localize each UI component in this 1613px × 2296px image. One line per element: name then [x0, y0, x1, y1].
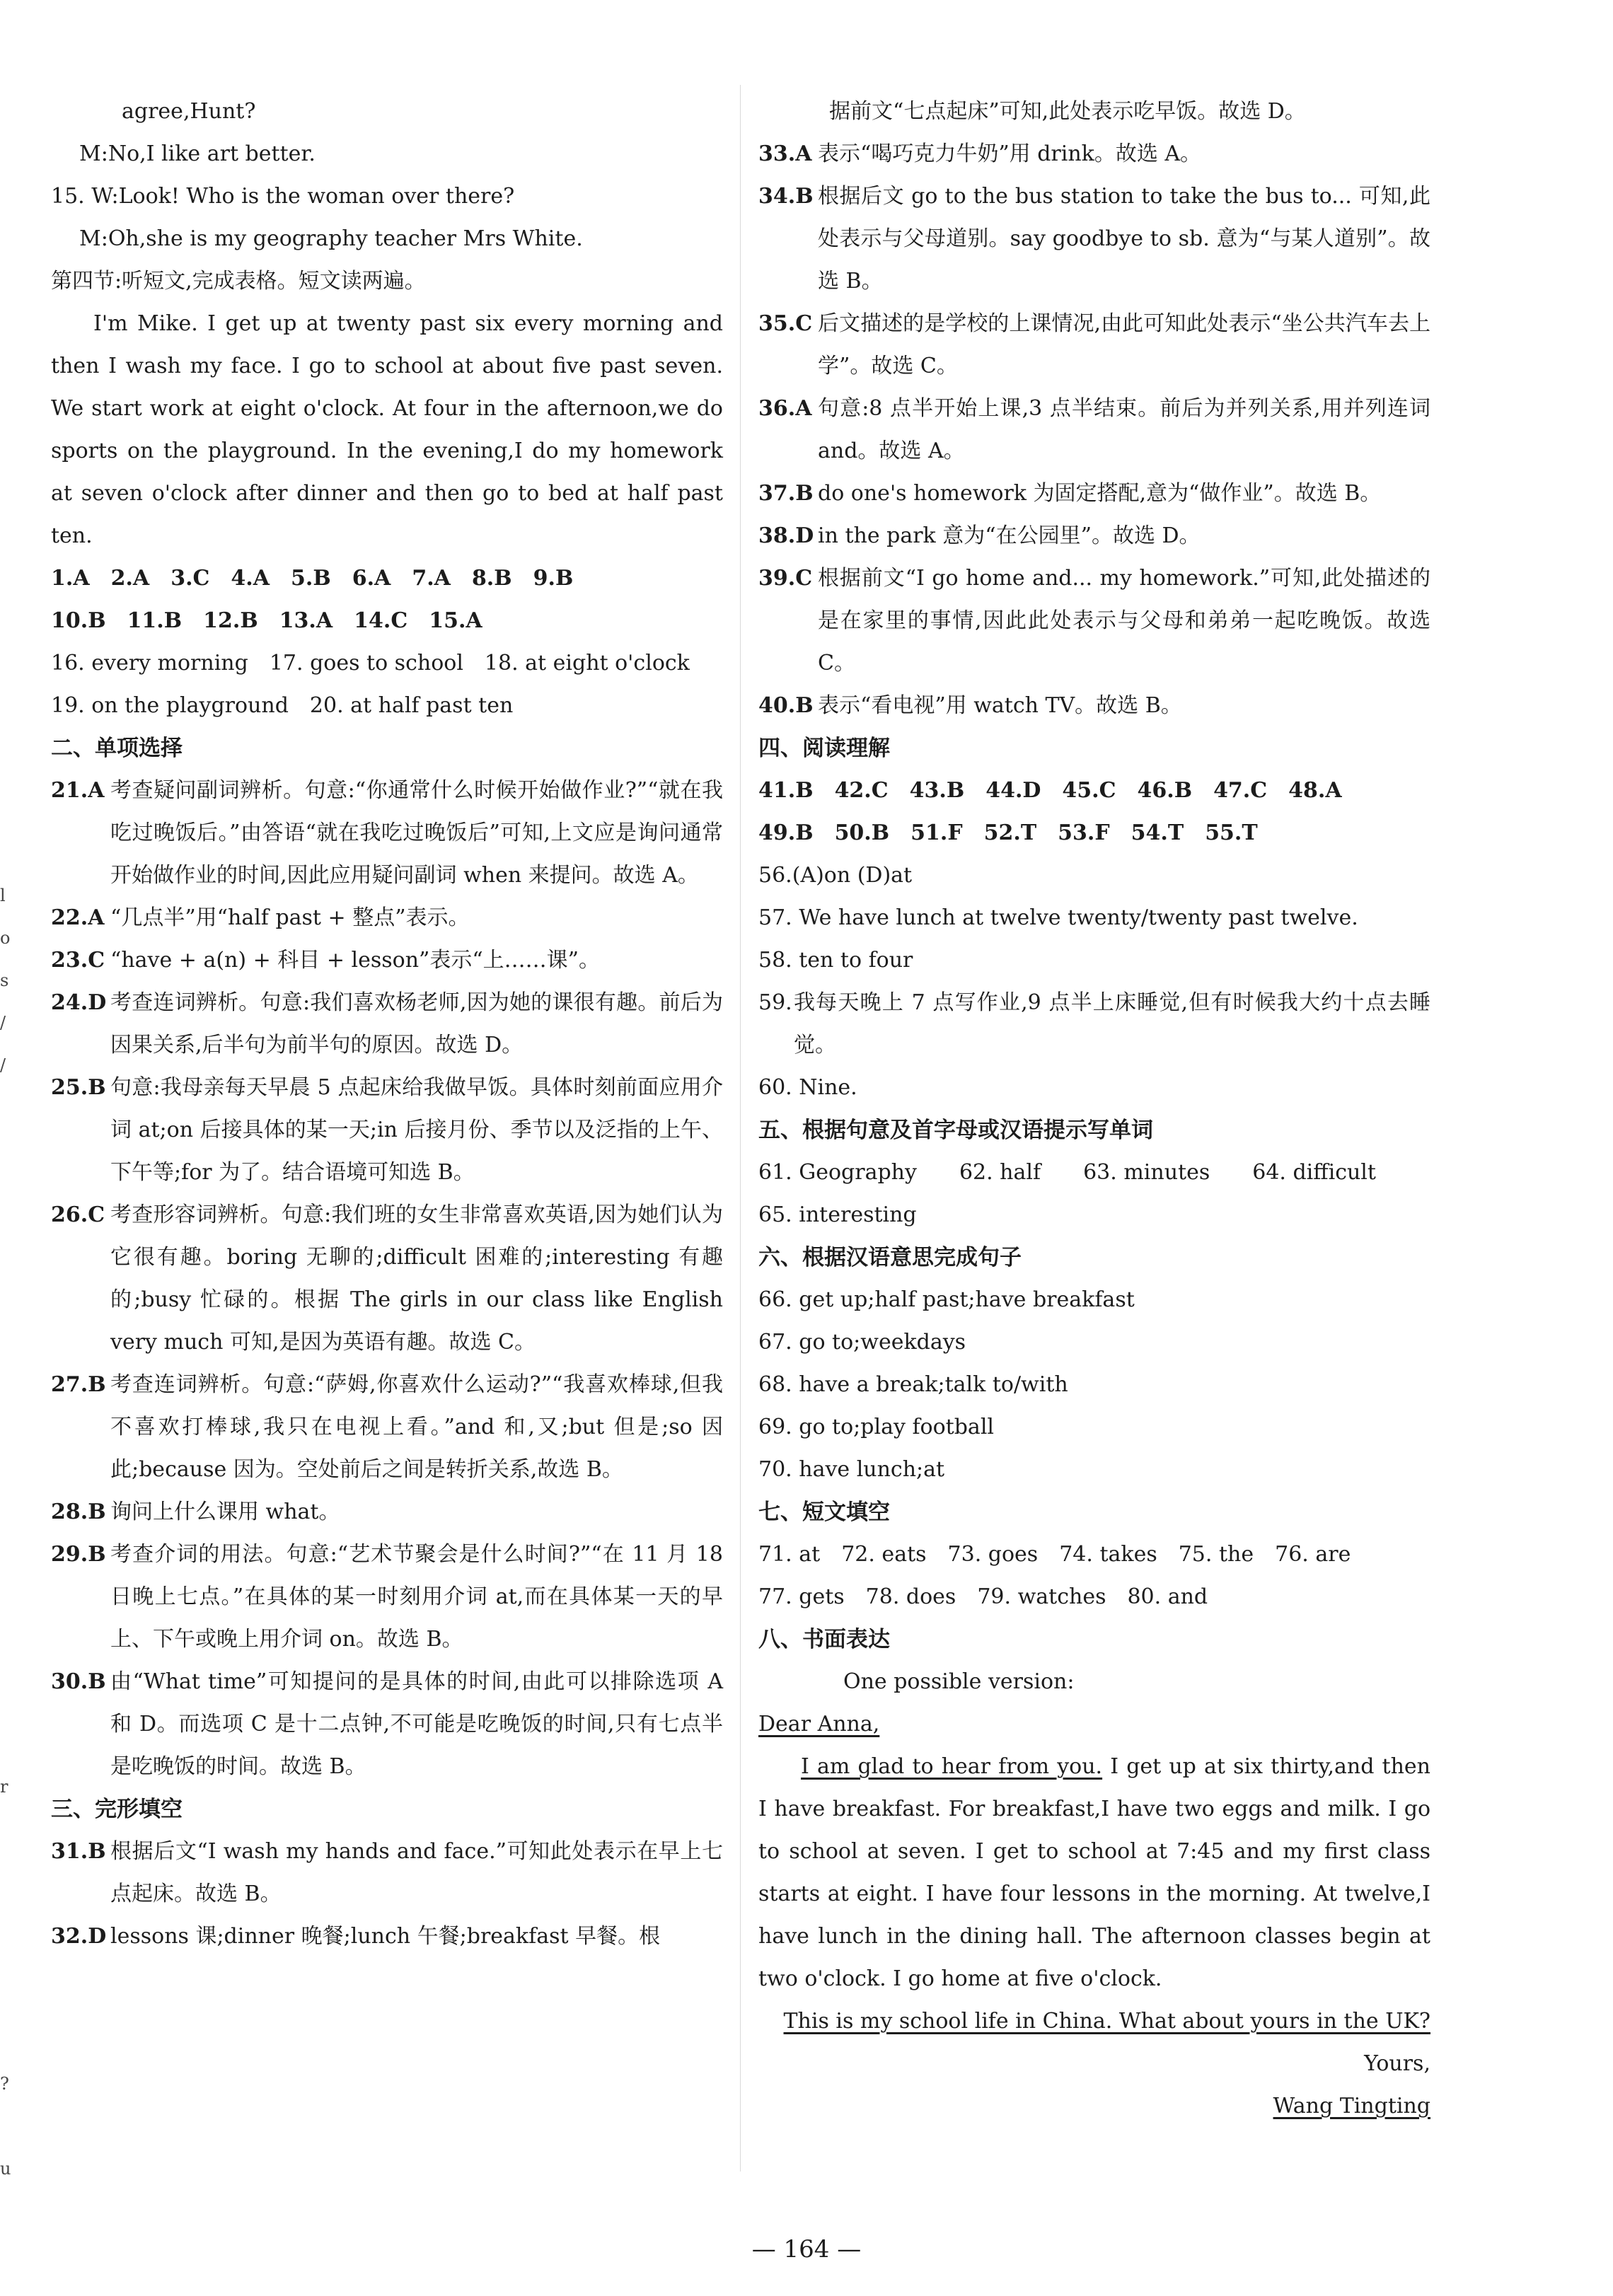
section-heading: 五、根据句意及首字母或汉语提示写单词 — [758, 1118, 1153, 1143]
answer-key: 45.C — [1062, 778, 1116, 803]
answer-explanation: 考查疑问副词辨析。句意:“你通常什么时候开始做作业?”“就在我吃过晚饭后。”由答语“就在我吃过晚饭后”可知,上文应是询问通常开始做作业的时间,因此应用疑问副词 when 来提问。故选 A。 — [110, 778, 723, 888]
answer-item — [758, 175, 1430, 303]
section-heading: 六、根据汉语意思完成句子 — [758, 1245, 1022, 1270]
answer-number: 25.B — [51, 1075, 106, 1100]
answer-explanation: lessons 课;dinner 晚餐;lunch 午餐;breakfast 早餐。根 — [110, 1924, 661, 1949]
answer-key: 13.A — [279, 608, 333, 633]
answer-key: 15.A — [429, 608, 482, 633]
reading-answer: 57. We have lunch at twelve twenty/twenty past twelve. — [758, 905, 1358, 930]
answer-key: 43.B — [909, 778, 965, 803]
answer-key: 10.B — [51, 608, 106, 633]
fill-row — [51, 685, 723, 727]
answer-explanation: 表示“喝巧克力牛奶”用 drink。故选 A。 — [818, 141, 1202, 166]
answer-key: 6.A — [352, 566, 391, 591]
answer-number: 36.A — [758, 396, 812, 421]
answer-explanation: do one's homework 为固定搭配,意为“做作业”。故选 B。 — [818, 481, 1382, 506]
answer-number: 37.B — [758, 481, 814, 506]
answer-continuation: 据前文“七点起床”可知,此处表示吃早饭。故选 D。 — [829, 99, 1306, 124]
answer-key: 11.B — [127, 608, 183, 633]
letter-signoff: Yours, — [1364, 2051, 1430, 2076]
answer-number: 24.D — [51, 990, 107, 1015]
section-heading: 四、阅读理解 — [758, 736, 890, 761]
answer-key-row — [51, 557, 723, 600]
answer-number: 22.A — [51, 905, 105, 930]
answer-key: 8.B — [471, 566, 512, 591]
edge-mark: u — [0, 2159, 11, 2179]
page-number: — 164 — — [751, 2235, 862, 2263]
answer-explanation: “have + a(n) + 科目 + lesson”表示“上……课”。 — [110, 948, 601, 973]
answer-number: 31.B — [51, 1839, 106, 1864]
letter-closing — [758, 2000, 1430, 2043]
answer-key-row — [51, 600, 723, 642]
answer-key: 12.B — [203, 608, 258, 633]
answer-item — [758, 133, 1430, 175]
answer-item — [51, 770, 723, 897]
fill-row — [51, 642, 723, 685]
letter-closing-line: This is my school life in China. What about yours in the UK? — [783, 2009, 1430, 2034]
answer-key: 52.T — [983, 821, 1037, 845]
word-answer: 62. half — [959, 1160, 1041, 1185]
section-heading: 二、单项选择 — [51, 736, 183, 761]
right-column — [758, 91, 1430, 2128]
answer-number: 34.B — [758, 184, 814, 209]
answer-explanation: 考查形容词辨析。句意:我们班的女生非常喜欢英语,因为她们认为它很有趣。boring 无聊的;difficult 困难的;interesting 有趣的;busy 忙碌的。根据 The girls in our class like English very much 可知,是因为英语有趣。故选 C。 — [110, 1202, 723, 1355]
signature-name: Wang Tingting — [1273, 2094, 1430, 2118]
script-line: M:No,I like art better. — [79, 141, 316, 166]
sentence-answer: 70. have lunch;at — [758, 1457, 945, 1482]
answer-number: 40.B — [758, 693, 814, 718]
gap-answer: 75. the — [1178, 1542, 1254, 1567]
word-answer: 65. interesting — [758, 1202, 917, 1227]
answer-item — [51, 1831, 723, 1915]
answer-item — [758, 303, 1430, 388]
answer-item — [51, 939, 723, 982]
letter-salutation: Dear Anna, — [758, 1712, 880, 1737]
answer-key: 14.C — [354, 608, 408, 633]
answer-explanation: 根据后文“I wash my hands and face.”可知此处表示在早上七点起床。故选 B。 — [110, 1839, 723, 1906]
listening-passage: I'm Mike. I get up at twenty past six every morning and then I wash my face. I go to school at about five past seven. We start work at eight o'clock. At four in the afternoon,we do sports on the playground. In the evening,I do my homework at seven o'clock after dinner and then go to bed at half past ten. — [51, 311, 723, 548]
sentence-answer: 66. get up;half past;have breakfast — [758, 1287, 1135, 1312]
edge-mark: / — [0, 1013, 6, 1033]
answer-explanation: 根据后文 go to the bus station to take the bus to... 可知,此处表示与父母道别。say goodbye to sb. 意为“与某人道别”。故选 B。 — [818, 184, 1430, 294]
answer-key: 4.A — [231, 566, 270, 591]
words-row — [758, 1152, 1430, 1194]
fill-answer: 19. on the playground — [51, 693, 289, 718]
answer-item — [51, 1194, 723, 1364]
edge-mark: o — [0, 928, 11, 948]
sentence-answer: 69. go to;play football — [758, 1415, 995, 1439]
fill-answer: 20. at half past ten — [309, 693, 514, 718]
word-answer: 61. Geography — [758, 1160, 917, 1185]
fill-answer: 16. every morning — [51, 651, 248, 676]
answer-key: 7.A — [412, 566, 451, 591]
answer-key: 54.T — [1131, 821, 1184, 845]
answer-key-row — [758, 812, 1430, 854]
answer-key: 55.T — [1205, 821, 1258, 845]
answer-explanation: 由“What time”可知提问的是具体的时间,由此可以排除选项 A 和 D。而选项 C 是十二点钟,不可能是吃晚饭的时间,只有七点半是吃晚饭的时间。故选 B。 — [110, 1669, 723, 1779]
answer-explanation: 句意:我母亲每天早晨 5 点起床给我做早饭。具体时刻前面应用介词 at;on 后接具体的某一天;in 后接月份、季节以及泛指的上午、下午等;for 为了。结合语境可知选 B。 — [110, 1075, 723, 1185]
answer-number: 26.C — [51, 1202, 105, 1227]
answer-key: 1.A — [51, 566, 90, 591]
gap-answer: 79. watches — [977, 1584, 1106, 1609]
answer-number: 29.B — [51, 1542, 106, 1567]
answer-key-row — [758, 770, 1430, 812]
reading-answer — [758, 982, 1430, 1067]
letter-opening: I am glad to hear from you. — [801, 1754, 1103, 1779]
gap-fill-row — [758, 1533, 1430, 1576]
answer-number: 38.D — [758, 523, 814, 548]
answer-explanation: 我每天晚上 7 点写作业,9 点半上床睡觉,但有时候我大约十点去睡觉。 — [794, 990, 1430, 1057]
answer-key: 2.A — [110, 566, 150, 591]
word-answer: 63. minutes — [1083, 1160, 1210, 1185]
answer-item — [51, 1661, 723, 1788]
letter-body-text: I get up at six thirty,and then I have breakfast. For breakfast,I have two eggs and milk. I go to school at seven. I get to school at 7:45 and my first class starts at eight. I have four lessons in the morning. At twelve,I have lunch in the dining hall. The afternoon classes begin at two o'clock. I go home at five o'clock. — [758, 1754, 1430, 1991]
answer-key: 51.F — [910, 821, 963, 845]
answer-key: 42.C — [834, 778, 889, 803]
answer-item — [758, 388, 1430, 472]
answer-key: 46.B — [1137, 778, 1193, 803]
section-heading: 七、短文填空 — [758, 1500, 890, 1525]
answer-key: 48.A — [1288, 778, 1342, 803]
gap-answer: 78. does — [865, 1584, 956, 1609]
answer-explanation: 句意:8 点半开始上课,3 点半结束。前后为并列关系,用并列连词 and。故选 A。 — [818, 396, 1430, 463]
answer-item — [51, 1915, 723, 1958]
answer-number: 33.A — [758, 141, 812, 166]
answer-number: 21.A — [51, 778, 105, 803]
answer-explanation: 根据前文“I go home and... my homework.”可知,此处描述的是在家里的事情,因此此处表示与父母和弟弟一起吃晚饭。故选 C。 — [818, 566, 1430, 676]
version-label: One possible version: — [843, 1669, 1075, 1694]
letter-signature — [758, 2085, 1430, 2128]
gap-answer: 80. and — [1127, 1584, 1208, 1609]
fill-answer: 18. at eight o'clock — [484, 651, 690, 676]
answer-key: 50.B — [834, 821, 890, 845]
answer-number: 39.C — [758, 566, 813, 591]
answer-number: 32.D — [51, 1924, 107, 1949]
answer-key: 47.C — [1213, 778, 1268, 803]
answer-item — [51, 1067, 723, 1194]
reading-answer: 56.(A)on (D)at — [758, 863, 913, 888]
answer-item — [758, 557, 1430, 685]
answer-explanation: in the park 意为“在公园里”。故选 D。 — [818, 523, 1201, 548]
answer-key: 49.B — [758, 821, 814, 845]
answer-number: 35.C — [758, 311, 813, 336]
section-heading: 八、书面表达 — [758, 1627, 890, 1652]
word-answer: 64. difficult — [1252, 1160, 1376, 1185]
answer-key: 53.F — [1058, 821, 1110, 845]
column-divider — [740, 85, 741, 2172]
answer-item — [51, 897, 723, 939]
answer-item — [51, 1491, 723, 1533]
script-line: agree,Hunt? — [122, 99, 256, 124]
answer-item — [758, 472, 1430, 515]
answer-item — [51, 1364, 723, 1491]
answer-item — [758, 515, 1430, 557]
reading-answer: 58. ten to four — [758, 948, 913, 973]
gap-answer: 76. are — [1275, 1542, 1351, 1567]
gap-answer: 72. eats — [841, 1542, 927, 1567]
answer-key: 3.C — [170, 566, 210, 591]
sentence-answer: 67. go to;weekdays — [758, 1330, 966, 1355]
gap-fill-row — [758, 1576, 1430, 1618]
answer-explanation: 表示“看电视”用 watch TV。故选 B。 — [818, 693, 1182, 718]
answer-explanation: 询问上什么课用 what。 — [110, 1500, 340, 1524]
answer-number: 59. — [758, 990, 792, 1015]
answer-number: 23.C — [51, 948, 105, 973]
section-four-instruction: 第四节:听短文,完成表格。短文读两遍。 — [51, 269, 426, 294]
answer-key: 9.B — [533, 566, 574, 591]
answer-item — [51, 1533, 723, 1661]
gap-answer: 77. gets — [758, 1584, 845, 1609]
edge-mark: l — [0, 886, 6, 905]
answer-number: 27.B — [51, 1372, 106, 1397]
letter-body — [758, 1746, 1430, 2000]
answer-number: 30.B — [51, 1669, 106, 1694]
edge-mark: / — [0, 1055, 6, 1075]
fill-answer: 17. goes to school — [269, 651, 463, 676]
gap-answer: 71. at — [758, 1542, 821, 1567]
answer-explanation: 考查介词的用法。句意:“艺术节聚会是什么时间?”“在 11 月 18 日晚上七点。”在具体的某一时刻用介词 at,而在具体某一天的早上、下午或晚上用介词 on。故选 B。 — [110, 1542, 723, 1652]
reading-answer: 60. Nine. — [758, 1075, 857, 1100]
answer-key: 5.B — [291, 566, 331, 591]
answer-key: 41.B — [758, 778, 814, 803]
answer-explanation: 后文描述的是学校的上课情况,由此可知此处表示“坐公共汽车去上学”。故选 C。 — [818, 311, 1430, 378]
left-column — [51, 91, 723, 1958]
edge-mark: ? — [0, 2074, 9, 2094]
answer-number: 28.B — [51, 1500, 106, 1524]
edge-mark: r — [0, 1777, 8, 1797]
answer-key: 44.D — [985, 778, 1041, 803]
answer-item — [758, 685, 1430, 727]
answer-item — [51, 982, 723, 1067]
sentence-answer: 68. have a break;talk to/with — [758, 1372, 1068, 1397]
section-heading: 三、完形填空 — [51, 1797, 183, 1822]
answer-explanation: “几点半”用“half past + 整点”表示。 — [110, 905, 470, 930]
script-line: M:Oh,she is my geography teacher Mrs White. — [79, 226, 583, 251]
gap-answer: 73. goes — [947, 1542, 1039, 1567]
script-line: 15. W:Look! Who is the woman over there? — [51, 184, 515, 209]
edge-mark: s — [0, 970, 9, 990]
answer-explanation: 考查连词辨析。句意:“萨姆,你喜欢什么运动?”“我喜欢棒球,但我不喜欢打棒球,我只在电视上看。”and 和,又;but 但是;so 因此;because 因为。空处前后之间是转折关系,故选 B。 — [110, 1372, 723, 1482]
answer-explanation: 考查连词辨析。句意:我们喜欢杨老师,因为她的课很有趣。前后为因果关系,后半句为前半句的原因。故选 D。 — [110, 990, 723, 1057]
gap-answer: 74. takes — [1059, 1542, 1157, 1567]
